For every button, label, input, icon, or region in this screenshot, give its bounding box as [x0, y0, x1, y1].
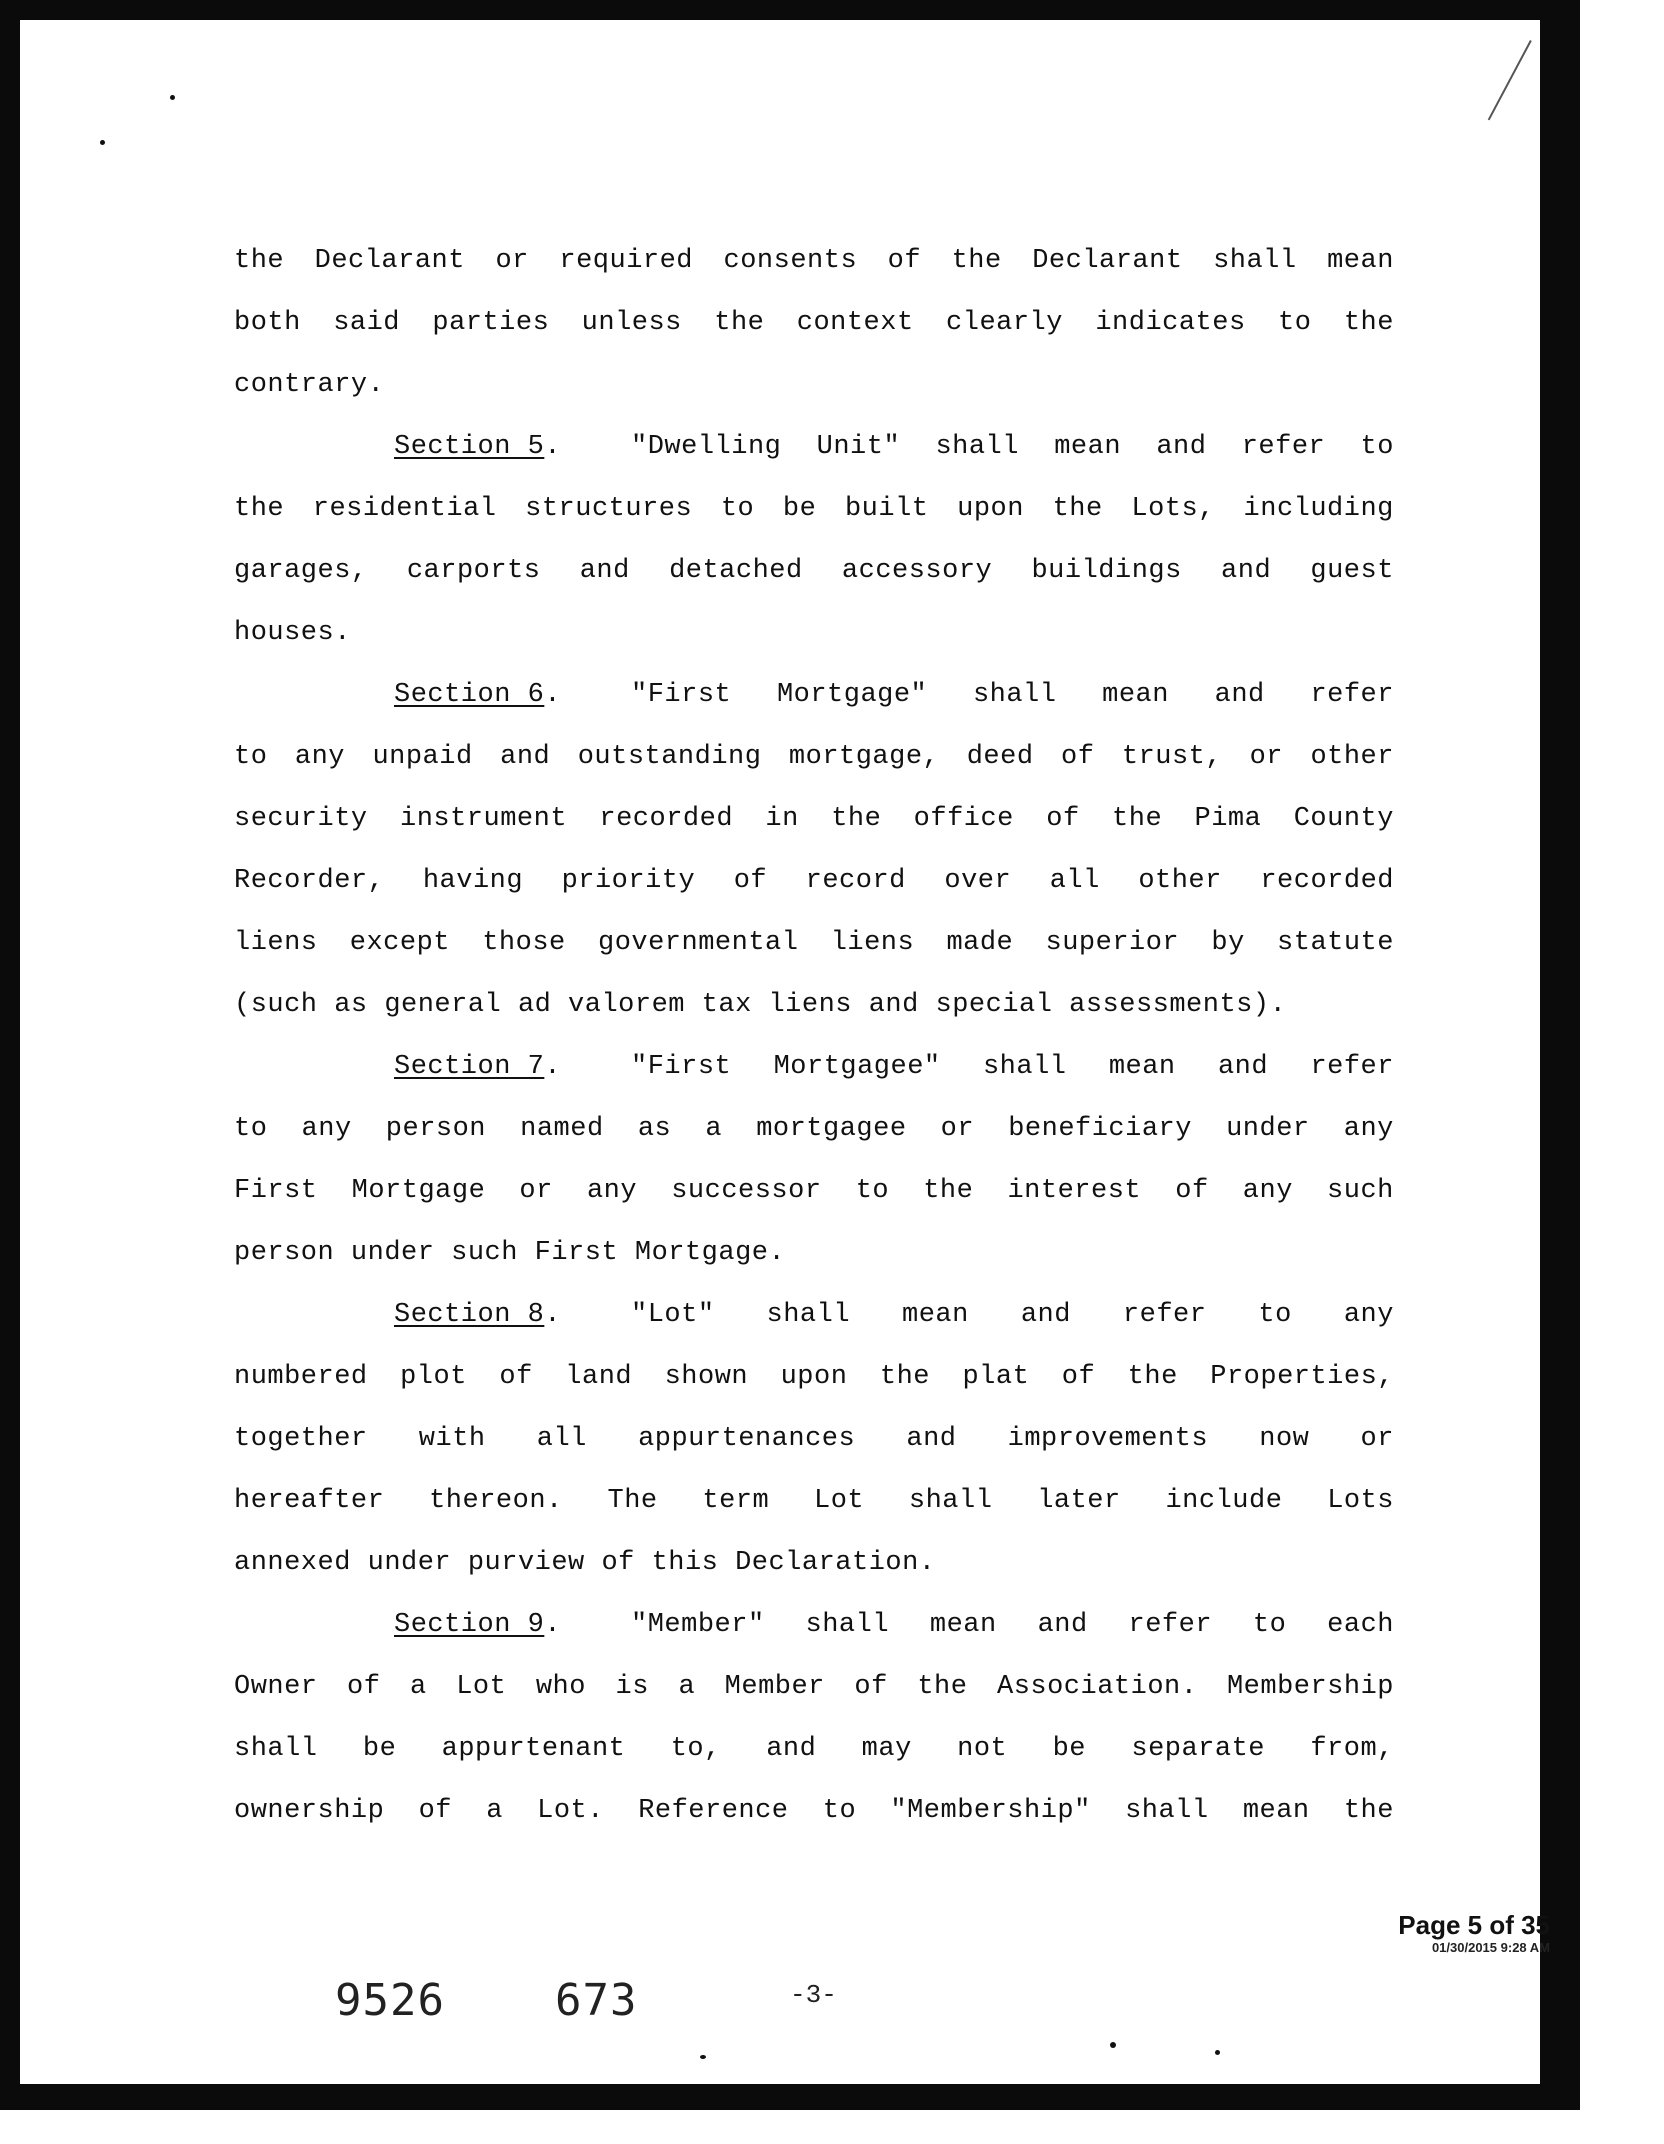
section-label: Section 5 — [394, 432, 545, 462]
text-line: Owner of a Lot who is a Member of the Association. Membership — [234, 1672, 1394, 1702]
scan-speck — [700, 2055, 706, 2059]
scan-speck — [170, 95, 175, 100]
text-line: person under such First Mortgage. — [234, 1238, 786, 1268]
section-label: Section 6 — [394, 680, 545, 710]
section-label: Section 9 — [394, 1610, 545, 1640]
section-heading-text: "First Mortgagee" shall mean and refer — [631, 1052, 1394, 1082]
text-line: garages, carports and detached accessory buildings and guest — [234, 556, 1394, 586]
section-heading-text: "Dwelling Unit" shall mean and refer to — [631, 432, 1394, 462]
document-body — [234, 230, 1394, 1842]
text-line: Section 7 . "First Mortgagee" shall mean and refer — [234, 1036, 1394, 1098]
text-line: the residential structures to be built upon the Lots, including — [234, 494, 1394, 524]
section-heading-text: "Member" shall mean and refer to each — [631, 1610, 1394, 1640]
page-stamp — [1390, 1910, 1550, 1956]
text-line: Section 6 . "First Mortgage" shall mean and refer — [234, 664, 1394, 726]
text-line: Section 9 . "Member" shall mean and refer to each — [234, 1594, 1394, 1656]
section-paragraph — [234, 664, 1394, 1036]
scan-speck — [100, 140, 105, 145]
text-line: contrary. — [234, 370, 385, 400]
text-line: Section 8 . "Lot" shall mean and refer to any — [234, 1284, 1394, 1346]
text-line: numbered plot of land shown upon the plat of the Properties, — [234, 1362, 1394, 1392]
text-line: hereafter thereon. The term Lot shall later include Lots — [234, 1486, 1394, 1516]
section-label: Section 7 — [394, 1052, 545, 1082]
text-line: shall be appurtenant to, and may not be separate from, — [234, 1734, 1394, 1764]
text-line: security instrument recorded in the office of the Pima County — [234, 804, 1394, 834]
text-line: both said parties unless the context clearly indicates to the — [234, 308, 1394, 338]
stamp-datetime: 01/30/2015 9:28 AM — [1431, 1940, 1550, 1955]
text-line: (such as general ad valorem tax liens and special assessments). — [234, 990, 1287, 1020]
text-line: houses. — [234, 618, 351, 648]
page-reference: 673 — [555, 1975, 638, 2026]
section-label: Section 8 — [394, 1300, 545, 1330]
text-line: liens except those governmental liens made superior by statute — [234, 928, 1394, 958]
text-line: Recorder, having priority of record over all other recorded — [234, 866, 1394, 896]
section-paragraph — [234, 1594, 1394, 1842]
text-line: ownership of a Lot. Reference to "Membership" shall mean the — [234, 1796, 1394, 1826]
section-heading-text: "First Mortgage" shall mean and refer — [631, 680, 1394, 710]
scan-border-top — [0, 0, 1580, 20]
text-line: annexed under purview of this Declaration. — [234, 1548, 936, 1578]
text-line: the Declarant or required consents of the Declarant shall mean — [234, 246, 1394, 276]
text-line: Section 5 . "Dwelling Unit" shall mean and refer to — [234, 416, 1394, 478]
scan-speck — [1110, 2042, 1116, 2048]
text-line: First Mortgage or any successor to the interest of any such — [234, 1176, 1394, 1206]
section-paragraph — [234, 416, 1394, 664]
page-number: -3- — [790, 1980, 837, 2010]
scan-border-left — [0, 0, 20, 2110]
text-line: together with all appurtenances and improvements now or — [234, 1424, 1394, 1454]
continuation-paragraph — [234, 230, 1394, 416]
section-heading-text: "Lot" shall mean and refer to any — [631, 1300, 1394, 1330]
section-paragraph — [234, 1036, 1394, 1284]
scan-border-bottom — [0, 2084, 1580, 2110]
scan-border-right — [1540, 0, 1580, 2110]
section-paragraph — [234, 1284, 1394, 1594]
page-count: Page 5 of 35 — [1398, 1910, 1550, 1940]
text-line: to any person named as a mortgagee or beneficiary under any — [234, 1114, 1394, 1144]
docket-number: 9526 — [335, 1975, 445, 2026]
text-line: to any unpaid and outstanding mortgage, deed of trust, or other — [234, 742, 1394, 772]
scan-speck — [1215, 2050, 1220, 2055]
